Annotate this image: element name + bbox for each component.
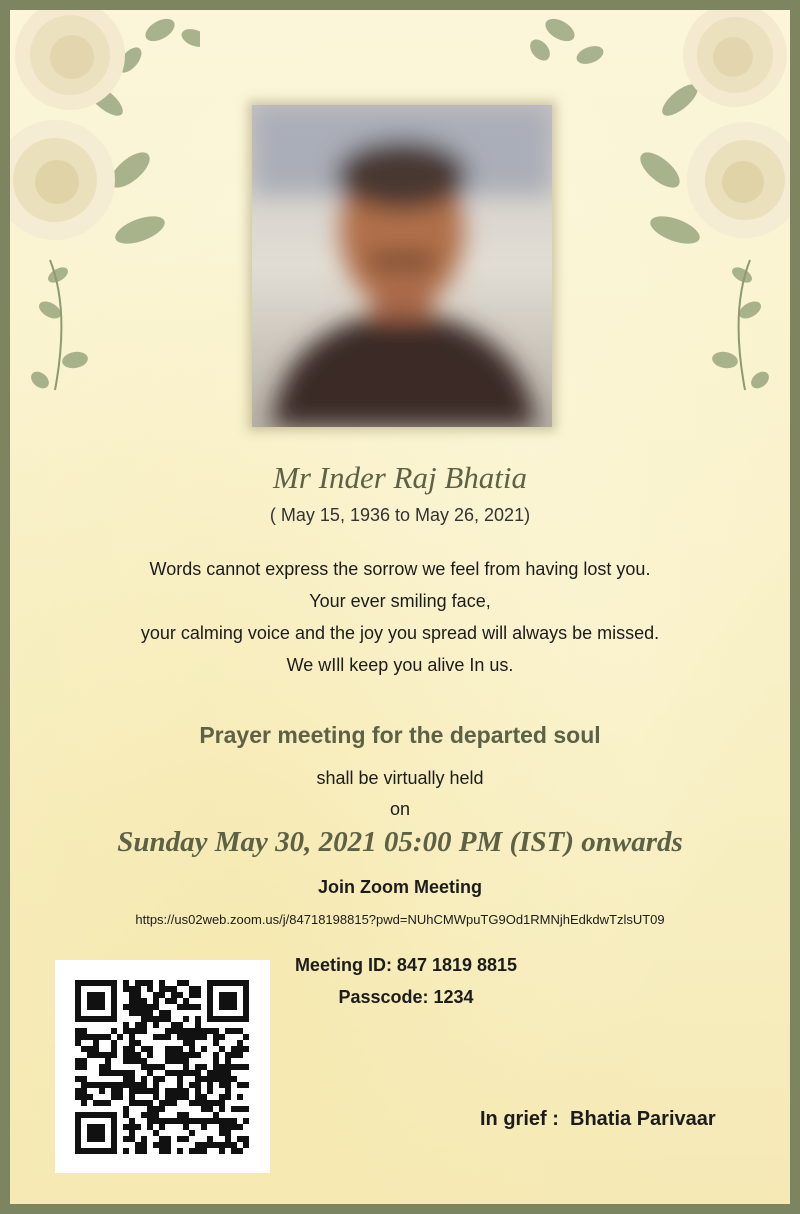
on-line: on [389, 799, 411, 819]
zoom-link[interactable]: https://us02web.zoom.us/j/84718198815?pwd=NUhCMWpuTG9Od1RMNjhEdkdwTzlsUT09 [135, 912, 665, 927]
floral-corner-left-icon [10, 10, 200, 410]
verse-line: We wIll keep you alive In us. [286, 655, 514, 675]
grief-label: In grief : [480, 1108, 559, 1130]
life-dates: ( May 15, 1936 to May 26, 2021) [269, 505, 531, 525]
verse-line: Words cannot express the sorrow we feel from having lost you. [149, 559, 651, 579]
grief-family: Bhatia Parivaar [570, 1108, 716, 1130]
held-line: shall be virtually held [316, 768, 484, 788]
deceased-name: Mr Inder Raj Bhatia [273, 460, 527, 495]
qr-code-icon[interactable] [55, 960, 270, 1173]
tribute-verse [10, 553, 790, 681]
floral-corner-right-icon [530, 10, 790, 410]
portrait-photo [252, 105, 552, 427]
meeting-id: Meeting ID: 847 1819 8815 [294, 955, 518, 975]
prayer-heading: Prayer meeting for the departed soul [199, 722, 601, 748]
meeting-datetime: Sunday May 30, 2021 05:00 PM (IST) onwards [117, 826, 683, 858]
verse-line: Your ever smiling face, [309, 591, 491, 611]
grief-signature [480, 1108, 716, 1131]
verse-line: your calming voice and the joy you spread will always be missed. [140, 623, 660, 643]
passcode: Passcode: 1234 [338, 987, 474, 1007]
zoom-title: Join Zoom Meeting [318, 877, 482, 897]
